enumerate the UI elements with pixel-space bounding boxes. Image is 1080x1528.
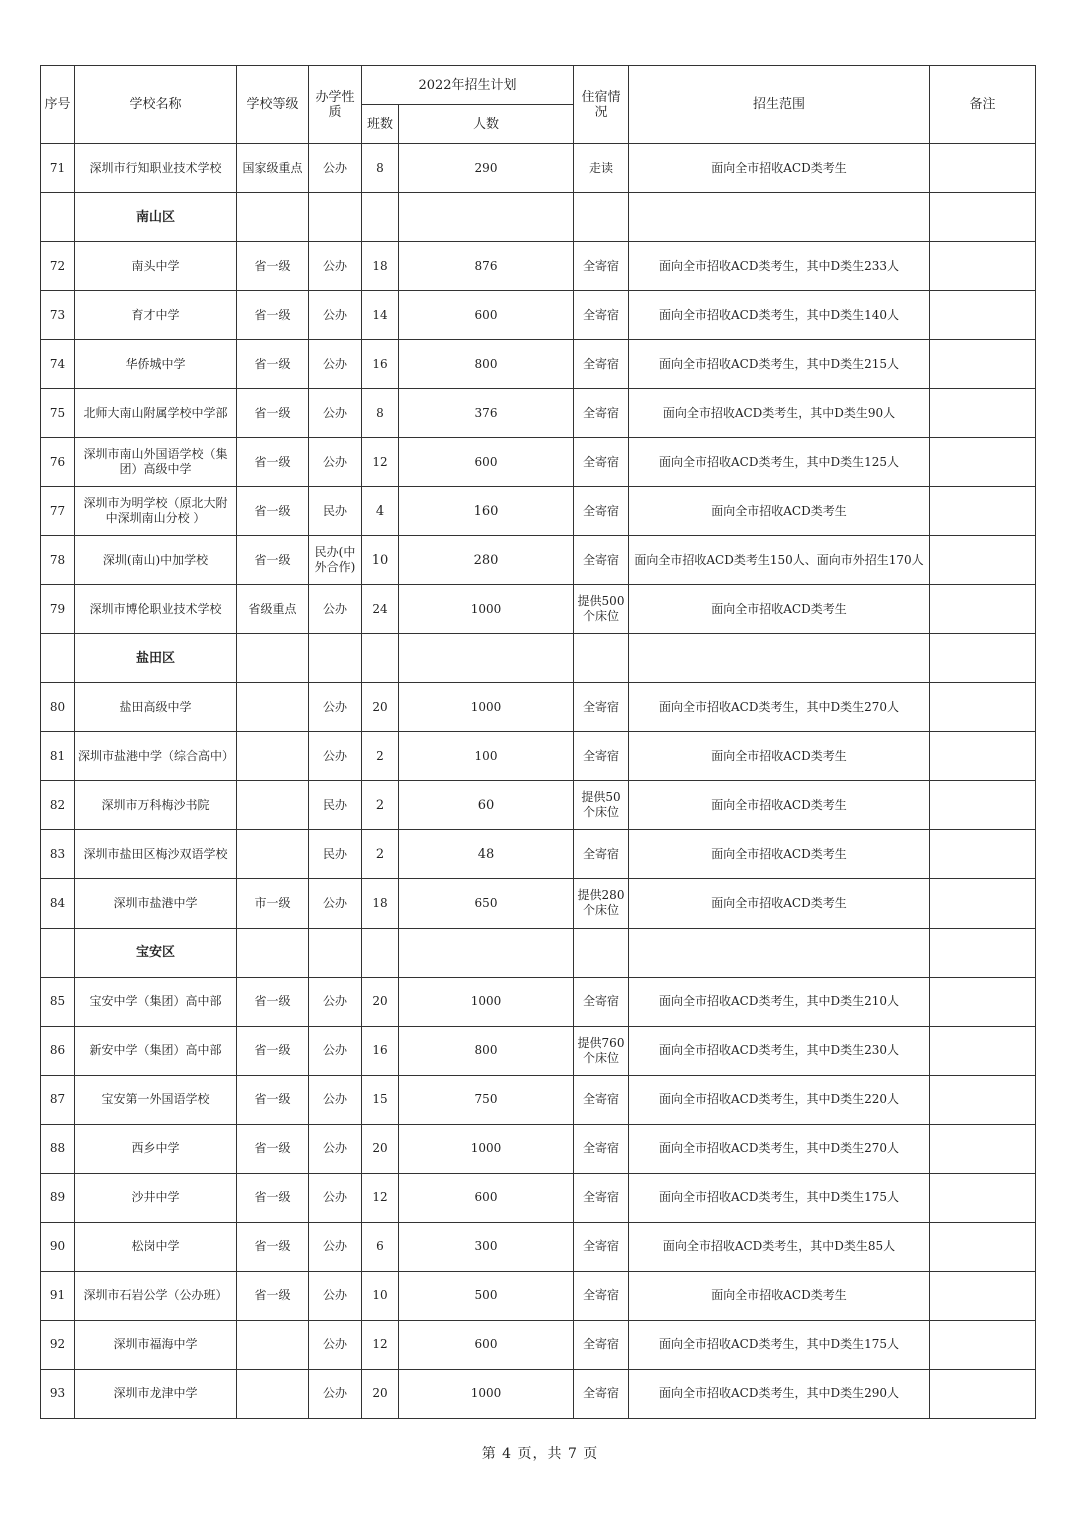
enrollment-scope: 面向全市招收ACD类考生 [629,585,930,634]
remarks [930,242,1036,291]
school-name: 北师大南山附属学校中学部 [75,389,237,438]
school-level: 省一级 [237,1173,309,1222]
table-row [41,585,1036,634]
enrollment-scope: 面向全市招收ACD类考生，其中D类生230人 [629,1026,930,1075]
student-count: 280 [399,536,574,585]
class-count: 8 [362,144,399,193]
school-name: 西乡中学 [75,1124,237,1173]
school-name: 沙井中学 [75,1173,237,1222]
school-level: 省一级 [237,487,309,536]
student-count: 1000 [399,1369,574,1418]
row-index: 76 [41,438,75,487]
school-name: 深圳市博伦职业技术学校 [75,585,237,634]
class-count: 15 [362,1075,399,1124]
school-name: 新安中学（集团）高中部 [75,1026,237,1075]
school-level: 市一级 [237,879,309,928]
enrollment-scope: 面向全市招收ACD类考生，其中D类生215人 [629,340,930,389]
table-row [41,1320,1036,1369]
empty-cell [309,193,362,242]
school-level: 省一级 [237,1124,309,1173]
table-row [41,536,1036,585]
lodging-status: 提供50个床位 [574,781,629,830]
school-nature: 公办 [309,683,362,732]
enrollment-scope: 面向全市招收ACD类考生，其中D类生140人 [629,291,930,340]
empty-cell [574,928,629,977]
student-count: 800 [399,1026,574,1075]
school-level: 省一级 [237,389,309,438]
header-classes: 班数 [362,105,399,144]
student-count: 800 [399,340,574,389]
student-count: 160 [399,487,574,536]
header-remarks: 备注 [930,66,1036,144]
student-count: 300 [399,1222,574,1271]
district-name: 南山区 [75,193,237,242]
school-level: 省一级 [237,1075,309,1124]
remarks [930,536,1036,585]
row-index: 84 [41,879,75,928]
school-name: 宝安第一外国语学校 [75,1075,237,1124]
enrollment-scope: 面向全市招收ACD类考生，其中D类生270人 [629,1124,930,1173]
class-count: 4 [362,487,399,536]
table-row [41,830,1036,879]
class-count: 12 [362,1320,399,1369]
student-count: 600 [399,1173,574,1222]
table-row [41,340,1036,389]
table-row [41,1173,1036,1222]
row-index: 72 [41,242,75,291]
empty-cell [399,928,574,977]
school-nature: 公办 [309,340,362,389]
row-index: 93 [41,1369,75,1418]
lodging-status: 全寄宿 [574,1222,629,1271]
empty-cell [930,928,1036,977]
school-name: 深圳市福海中学 [75,1320,237,1369]
empty-cell [237,928,309,977]
student-count: 100 [399,732,574,781]
table-row [41,242,1036,291]
class-count: 2 [362,781,399,830]
enrollment-scope: 面向全市招收ACD类考生，其中D类生85人 [629,1222,930,1271]
remarks [930,683,1036,732]
school-name: 深圳市石岩公学（公办班） [75,1271,237,1320]
school-nature: 公办 [309,438,362,487]
empty-cell [629,928,930,977]
table-row [41,683,1036,732]
remarks [930,389,1036,438]
enrollment-scope: 面向全市招收ACD类考生 [629,144,930,193]
empty-cell [399,193,574,242]
table-row [41,144,1036,193]
empty-cell [629,634,930,683]
student-count: 876 [399,242,574,291]
school-name: 深圳(南山)中加学校 [75,536,237,585]
row-index: 82 [41,781,75,830]
page-footer: 第 4 页，共 7 页 [481,1446,599,1462]
school-level [237,781,309,830]
school-level: 省一级 [237,438,309,487]
header-lodging: 住宿情况 [574,66,629,144]
table-body [41,144,1036,1419]
row-index: 81 [41,732,75,781]
class-count: 8 [362,389,399,438]
student-count: 376 [399,389,574,438]
student-count: 600 [399,438,574,487]
school-level: 省一级 [237,242,309,291]
school-nature: 公办 [309,1075,362,1124]
empty-cell [362,928,399,977]
lodging-status: 全寄宿 [574,1173,629,1222]
row-index: 90 [41,1222,75,1271]
school-name: 深圳市盐港中学 [75,879,237,928]
school-nature: 公办 [309,1222,362,1271]
class-count: 6 [362,1222,399,1271]
row-index: 87 [41,1075,75,1124]
class-count: 2 [362,732,399,781]
row-index: 92 [41,1320,75,1369]
row-index: 79 [41,585,75,634]
table-row [41,879,1036,928]
remarks [930,291,1036,340]
table-row [41,389,1036,438]
empty-cell [237,634,309,683]
lodging-status: 提供760个床位 [574,1026,629,1075]
row-index: 74 [41,340,75,389]
table-row [41,1075,1036,1124]
district-row [41,928,1036,977]
class-count: 20 [362,1369,399,1418]
class-count: 12 [362,1173,399,1222]
remarks [930,1320,1036,1369]
enrollment-scope: 面向全市招收ACD类考生 [629,732,930,781]
school-name: 盐田高级中学 [75,683,237,732]
lodging-status: 全寄宿 [574,732,629,781]
lodging-status: 全寄宿 [574,438,629,487]
enrollment-scope: 面向全市招收ACD类考生，其中D类生290人 [629,1369,930,1418]
empty-cell [399,634,574,683]
header-index: 序号 [41,66,75,144]
remarks [930,1075,1036,1124]
remarks [930,1026,1036,1075]
student-count: 1000 [399,1124,574,1173]
remarks [930,487,1036,536]
enrollment-scope: 面向全市招收ACD类考生 [629,879,930,928]
district-row [41,634,1036,683]
row-index: 86 [41,1026,75,1075]
lodging-status: 提供500个床位 [574,585,629,634]
student-count: 750 [399,1075,574,1124]
header-scope: 招生范围 [629,66,930,144]
school-nature: 公办 [309,1320,362,1369]
row-index-cell [41,634,75,683]
enrollment-scope: 面向全市招收ACD类考生，其中D类生125人 [629,438,930,487]
table-row [41,438,1036,487]
school-level: 省一级 [237,977,309,1026]
empty-cell [574,634,629,683]
lodging-status: 全寄宿 [574,389,629,438]
enrollment-scope: 面向全市招收ACD类考生150人、面向市外招生170人 [629,536,930,585]
lodging-status: 全寄宿 [574,830,629,879]
school-nature: 公办 [309,879,362,928]
school-nature: 公办 [309,732,362,781]
school-level [237,683,309,732]
school-level: 省一级 [237,340,309,389]
school-name: 深圳市万科梅沙书院 [75,781,237,830]
student-count: 600 [399,1320,574,1369]
row-index: 80 [41,683,75,732]
table-row [41,1222,1036,1271]
row-index: 85 [41,977,75,1026]
row-index: 77 [41,487,75,536]
header-students: 人数 [399,105,574,144]
enrollment-scope: 面向全市招收ACD类考生，其中D类生175人 [629,1320,930,1369]
enrollment-scope: 面向全市招收ACD类考生，其中D类生233人 [629,242,930,291]
remarks [930,1173,1036,1222]
school-nature: 民办(中外合作) [309,536,362,585]
school-nature: 公办 [309,389,362,438]
enrollment-scope: 面向全市招收ACD类考生，其中D类生210人 [629,977,930,1026]
table-row [41,487,1036,536]
enrollment-scope: 面向全市招收ACD类考生，其中D类生270人 [629,683,930,732]
school-level: 省级重点 [237,585,309,634]
district-row [41,193,1036,242]
class-count: 16 [362,1026,399,1075]
lodging-status: 全寄宿 [574,536,629,585]
student-count: 600 [399,291,574,340]
student-count: 1000 [399,683,574,732]
remarks [930,977,1036,1026]
remarks [930,585,1036,634]
lodging-status: 全寄宿 [574,487,629,536]
school-nature: 民办 [309,487,362,536]
header-plan: 2022年招生计划 [362,66,574,105]
remarks [930,781,1036,830]
school-name: 深圳市盐港中学（综合高中） [75,732,237,781]
school-name: 深圳市盐田区梅沙双语学校 [75,830,237,879]
table-row [41,977,1036,1026]
remarks [930,1271,1036,1320]
row-index: 89 [41,1173,75,1222]
table-row [41,1271,1036,1320]
lodging-status: 全寄宿 [574,340,629,389]
row-index: 75 [41,389,75,438]
class-count: 20 [362,977,399,1026]
school-nature: 公办 [309,1271,362,1320]
class-count: 24 [362,585,399,634]
lodging-status: 全寄宿 [574,291,629,340]
row-index: 83 [41,830,75,879]
lodging-status: 全寄宿 [574,1271,629,1320]
enrollment-scope: 面向全市招收ACD类考生 [629,781,930,830]
header-school-level: 学校等级 [237,66,309,144]
row-index-cell [41,928,75,977]
school-name: 深圳市南山外国语学校（集团）高级中学 [75,438,237,487]
row-index: 73 [41,291,75,340]
school-level: 省一级 [237,1222,309,1271]
header-nature: 办学性质 [309,66,362,144]
student-count: 290 [399,144,574,193]
school-name: 深圳市龙津中学 [75,1369,237,1418]
enrollment-scope: 面向全市招收ACD类考生，其中D类生175人 [629,1173,930,1222]
lodging-status: 全寄宿 [574,1369,629,1418]
district-name: 盐田区 [75,634,237,683]
lodging-status: 全寄宿 [574,1075,629,1124]
class-count: 10 [362,1271,399,1320]
row-index-cell [41,193,75,242]
school-nature: 公办 [309,1026,362,1075]
school-level: 国家级重点 [237,144,309,193]
student-count: 1000 [399,585,574,634]
enrollment-scope: 面向全市招收ACD类考生 [629,487,930,536]
header-school-name: 学校名称 [75,66,237,144]
school-level: 省一级 [237,536,309,585]
table-row [41,732,1036,781]
district-name: 宝安区 [75,928,237,977]
remarks [930,879,1036,928]
table-row [41,1124,1036,1173]
remarks [930,340,1036,389]
class-count: 16 [362,340,399,389]
empty-cell [629,193,930,242]
remarks [930,732,1036,781]
empty-cell [309,928,362,977]
class-count: 20 [362,1124,399,1173]
remarks [930,1369,1036,1418]
student-count: 500 [399,1271,574,1320]
row-index: 71 [41,144,75,193]
school-nature: 公办 [309,1173,362,1222]
empty-cell [237,193,309,242]
lodging-status: 提供280个床位 [574,879,629,928]
school-nature: 公办 [309,585,362,634]
enrollment-scope: 面向全市招收ACD类考生 [629,1271,930,1320]
school-level [237,830,309,879]
table-row [41,781,1036,830]
student-count: 650 [399,879,574,928]
student-count: 60 [399,781,574,830]
lodging-status: 全寄宿 [574,977,629,1026]
remarks [930,438,1036,487]
school-level: 省一级 [237,1026,309,1075]
remarks [930,830,1036,879]
school-nature: 公办 [309,144,362,193]
row-index: 91 [41,1271,75,1320]
enrollment-scope: 面向全市招收ACD类考生，其中D类生220人 [629,1075,930,1124]
row-index: 88 [41,1124,75,1173]
student-count: 1000 [399,977,574,1026]
school-name: 深圳市行知职业技术学校 [75,144,237,193]
empty-cell [362,634,399,683]
school-nature: 民办 [309,830,362,879]
empty-cell [309,634,362,683]
school-nature: 公办 [309,977,362,1026]
class-count: 18 [362,879,399,928]
school-name: 育才中学 [75,291,237,340]
table-row [41,291,1036,340]
school-nature: 公办 [309,242,362,291]
class-count: 14 [362,291,399,340]
row-index: 78 [41,536,75,585]
enrollment-scope: 面向全市招收ACD类考生，其中D类生90人 [629,389,930,438]
enrollment-plan-table [40,65,1036,1419]
class-count: 2 [362,830,399,879]
lodging-status: 全寄宿 [574,1124,629,1173]
school-level [237,1320,309,1369]
empty-cell [930,193,1036,242]
lodging-status: 全寄宿 [574,242,629,291]
lodging-status: 全寄宿 [574,683,629,732]
school-name: 宝安中学（集团）高中部 [75,977,237,1026]
class-count: 18 [362,242,399,291]
class-count: 12 [362,438,399,487]
school-name: 南头中学 [75,242,237,291]
school-name: 松岗中学 [75,1222,237,1271]
school-level: 省一级 [237,1271,309,1320]
student-count: 48 [399,830,574,879]
remarks [930,1222,1036,1271]
school-level: 省一级 [237,291,309,340]
school-nature: 民办 [309,781,362,830]
school-nature: 公办 [309,291,362,340]
lodging-status: 全寄宿 [574,1320,629,1369]
enrollment-scope: 面向全市招收ACD类考生 [629,830,930,879]
school-name: 华侨城中学 [75,340,237,389]
table-row [41,1369,1036,1418]
school-level [237,732,309,781]
class-count: 10 [362,536,399,585]
class-count: 20 [362,683,399,732]
lodging-status: 走读 [574,144,629,193]
remarks [930,1124,1036,1173]
remarks [930,144,1036,193]
school-level [237,1369,309,1418]
school-nature: 公办 [309,1369,362,1418]
table-row [41,1026,1036,1075]
empty-cell [362,193,399,242]
school-nature: 公办 [309,1124,362,1173]
empty-cell [930,634,1036,683]
school-name: 深圳市为明学校（原北大附中深圳南山分校 ） [75,487,237,536]
empty-cell [574,193,629,242]
